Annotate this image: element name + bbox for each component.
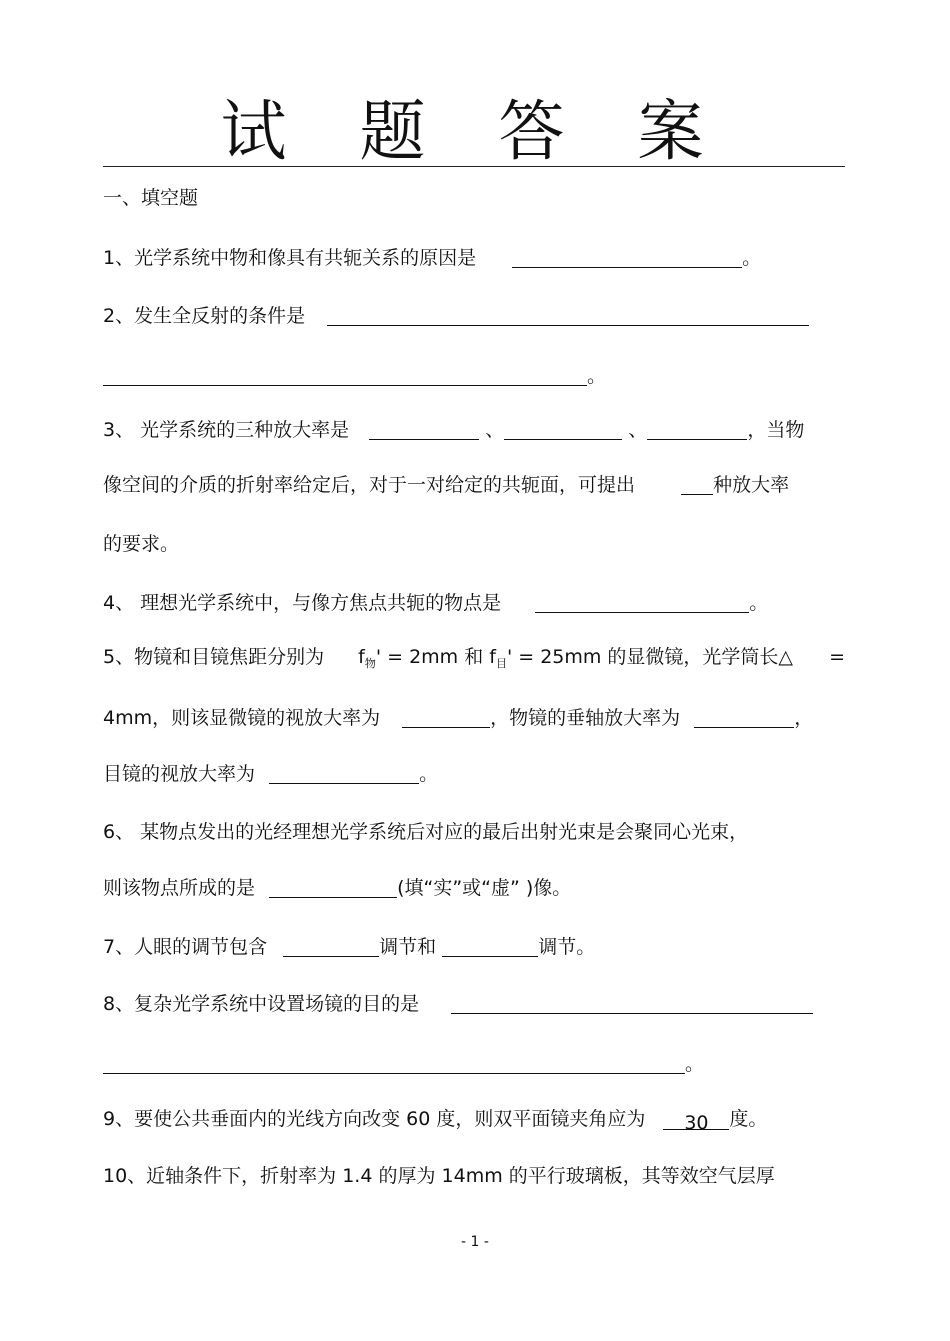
q7-end: 调节。	[538, 936, 596, 958]
q9-text: 9、要使公共垂面内的光线方向改变 60 度，则双平面镜夹角应为	[103, 1108, 646, 1130]
q4-end: 。	[749, 592, 769, 614]
q5-line2-a: 4mm，则该显微镜的视放大率为	[103, 707, 381, 729]
q3-line2-b: 种放大率	[713, 474, 790, 496]
q3-sep-2: 、	[628, 419, 648, 441]
q3-line2-a: 像空间的介质的折射率给定后，对于一对给定的共轭面，可提出	[103, 474, 636, 496]
q5-line3-a: 目镜的视放大率为	[103, 763, 256, 785]
q5-line2-b: ，物镜的垂轴放大率为	[490, 707, 681, 729]
q6-line2-a: 则该物点所成的是	[103, 877, 256, 899]
q1-text: 1、光学系统中物和像具有共轭关系的原因是	[103, 247, 477, 269]
page-title: 试 题 答 案	[220, 93, 730, 170]
question-5-line-3	[103, 760, 438, 788]
question-10: 10、近轴条件下，折射率为 1.4 的厚为 14mm 的平行玻璃板，其等效空气层厚	[103, 1165, 775, 1187]
question-2	[103, 302, 809, 330]
section-heading: 一、填空题	[103, 187, 199, 209]
question-5-line-2	[103, 704, 813, 732]
q3-blank-1[interactable]	[369, 419, 479, 440]
question-7	[103, 933, 595, 961]
q5-blank-3[interactable]	[269, 763, 419, 784]
q4-blank[interactable]	[535, 592, 749, 613]
question-8	[103, 990, 813, 1018]
q5-text-a: 5、物镜和目镜焦距分别为	[103, 646, 325, 668]
question-3-line-2	[103, 471, 789, 499]
q5-line2-c: ，	[794, 707, 814, 729]
question-2-cont	[103, 362, 606, 390]
q9-end: 度。	[729, 1108, 768, 1130]
question-4	[103, 589, 768, 617]
q4-text: 4、 理想光学系统中，与像方焦点共轭的物点是	[103, 592, 502, 614]
page-number: - 1 -	[461, 1234, 489, 1250]
q2-end: 。	[587, 365, 607, 387]
q8-end: 。	[685, 1053, 705, 1075]
q1-end: 。	[742, 247, 762, 269]
q3-blank-4[interactable]	[681, 474, 713, 495]
q2-blank-1[interactable]	[327, 305, 809, 326]
q7-blank-2[interactable]	[442, 936, 538, 957]
q5-f-eye-sub: 目	[495, 657, 507, 670]
q6-blank[interactable]	[269, 877, 397, 898]
question-3-line-3: 的要求。	[103, 533, 180, 555]
q5-line3-end: 。	[419, 763, 439, 785]
question-6: 6、 某物点发出的光经理想光学系统后对应的最后出射光束是会聚同心光束，	[103, 821, 749, 843]
q5-eq: =	[829, 646, 845, 668]
q7-text: 7、人眼的调节包含	[103, 936, 268, 958]
q5-f-obj-sub: 物	[364, 657, 376, 670]
q8-blank-2[interactable]	[103, 1053, 685, 1074]
q3-sep-1: 、	[485, 419, 505, 441]
q3-blank-3[interactable]	[647, 419, 747, 440]
q5-blank-1[interactable]	[402, 707, 490, 728]
q3-blank-2[interactable]	[504, 419, 622, 440]
title-rule	[103, 166, 845, 167]
question-5	[103, 643, 845, 678]
q5-f-obj: f	[358, 646, 365, 668]
q3-text-b: ，当物	[747, 419, 805, 441]
q6-line2-b: (填“实”或“虚” )像。	[397, 877, 572, 899]
q5-blank-2[interactable]	[694, 707, 794, 728]
q5-f-eye: f	[489, 646, 496, 668]
question-6-line-2	[103, 874, 571, 902]
q8-blank-1[interactable]	[451, 993, 813, 1014]
q2-blank-2[interactable]	[103, 365, 587, 386]
q2-text: 2、发生全反射的条件是	[103, 305, 306, 327]
question-3	[103, 416, 804, 444]
question-9	[103, 1105, 767, 1133]
q7-blank-1[interactable]	[283, 936, 379, 957]
q1-blank[interactable]	[512, 247, 742, 268]
q7-mid: 调节和	[379, 936, 437, 958]
q5-f-eye-val: ' = 25mm 的显微镜，光学筒长△	[506, 646, 794, 668]
q3-text-a: 3、 光学系统的三种放大率是	[103, 419, 350, 441]
q8-text: 8、复杂光学系统中设置场镜的目的是	[103, 993, 420, 1015]
q9-answer[interactable]: 30	[663, 1109, 729, 1130]
question-8-cont	[103, 1050, 704, 1078]
question-1	[103, 244, 761, 272]
q5-f-obj-val: ' = 2mm 和	[375, 646, 484, 668]
